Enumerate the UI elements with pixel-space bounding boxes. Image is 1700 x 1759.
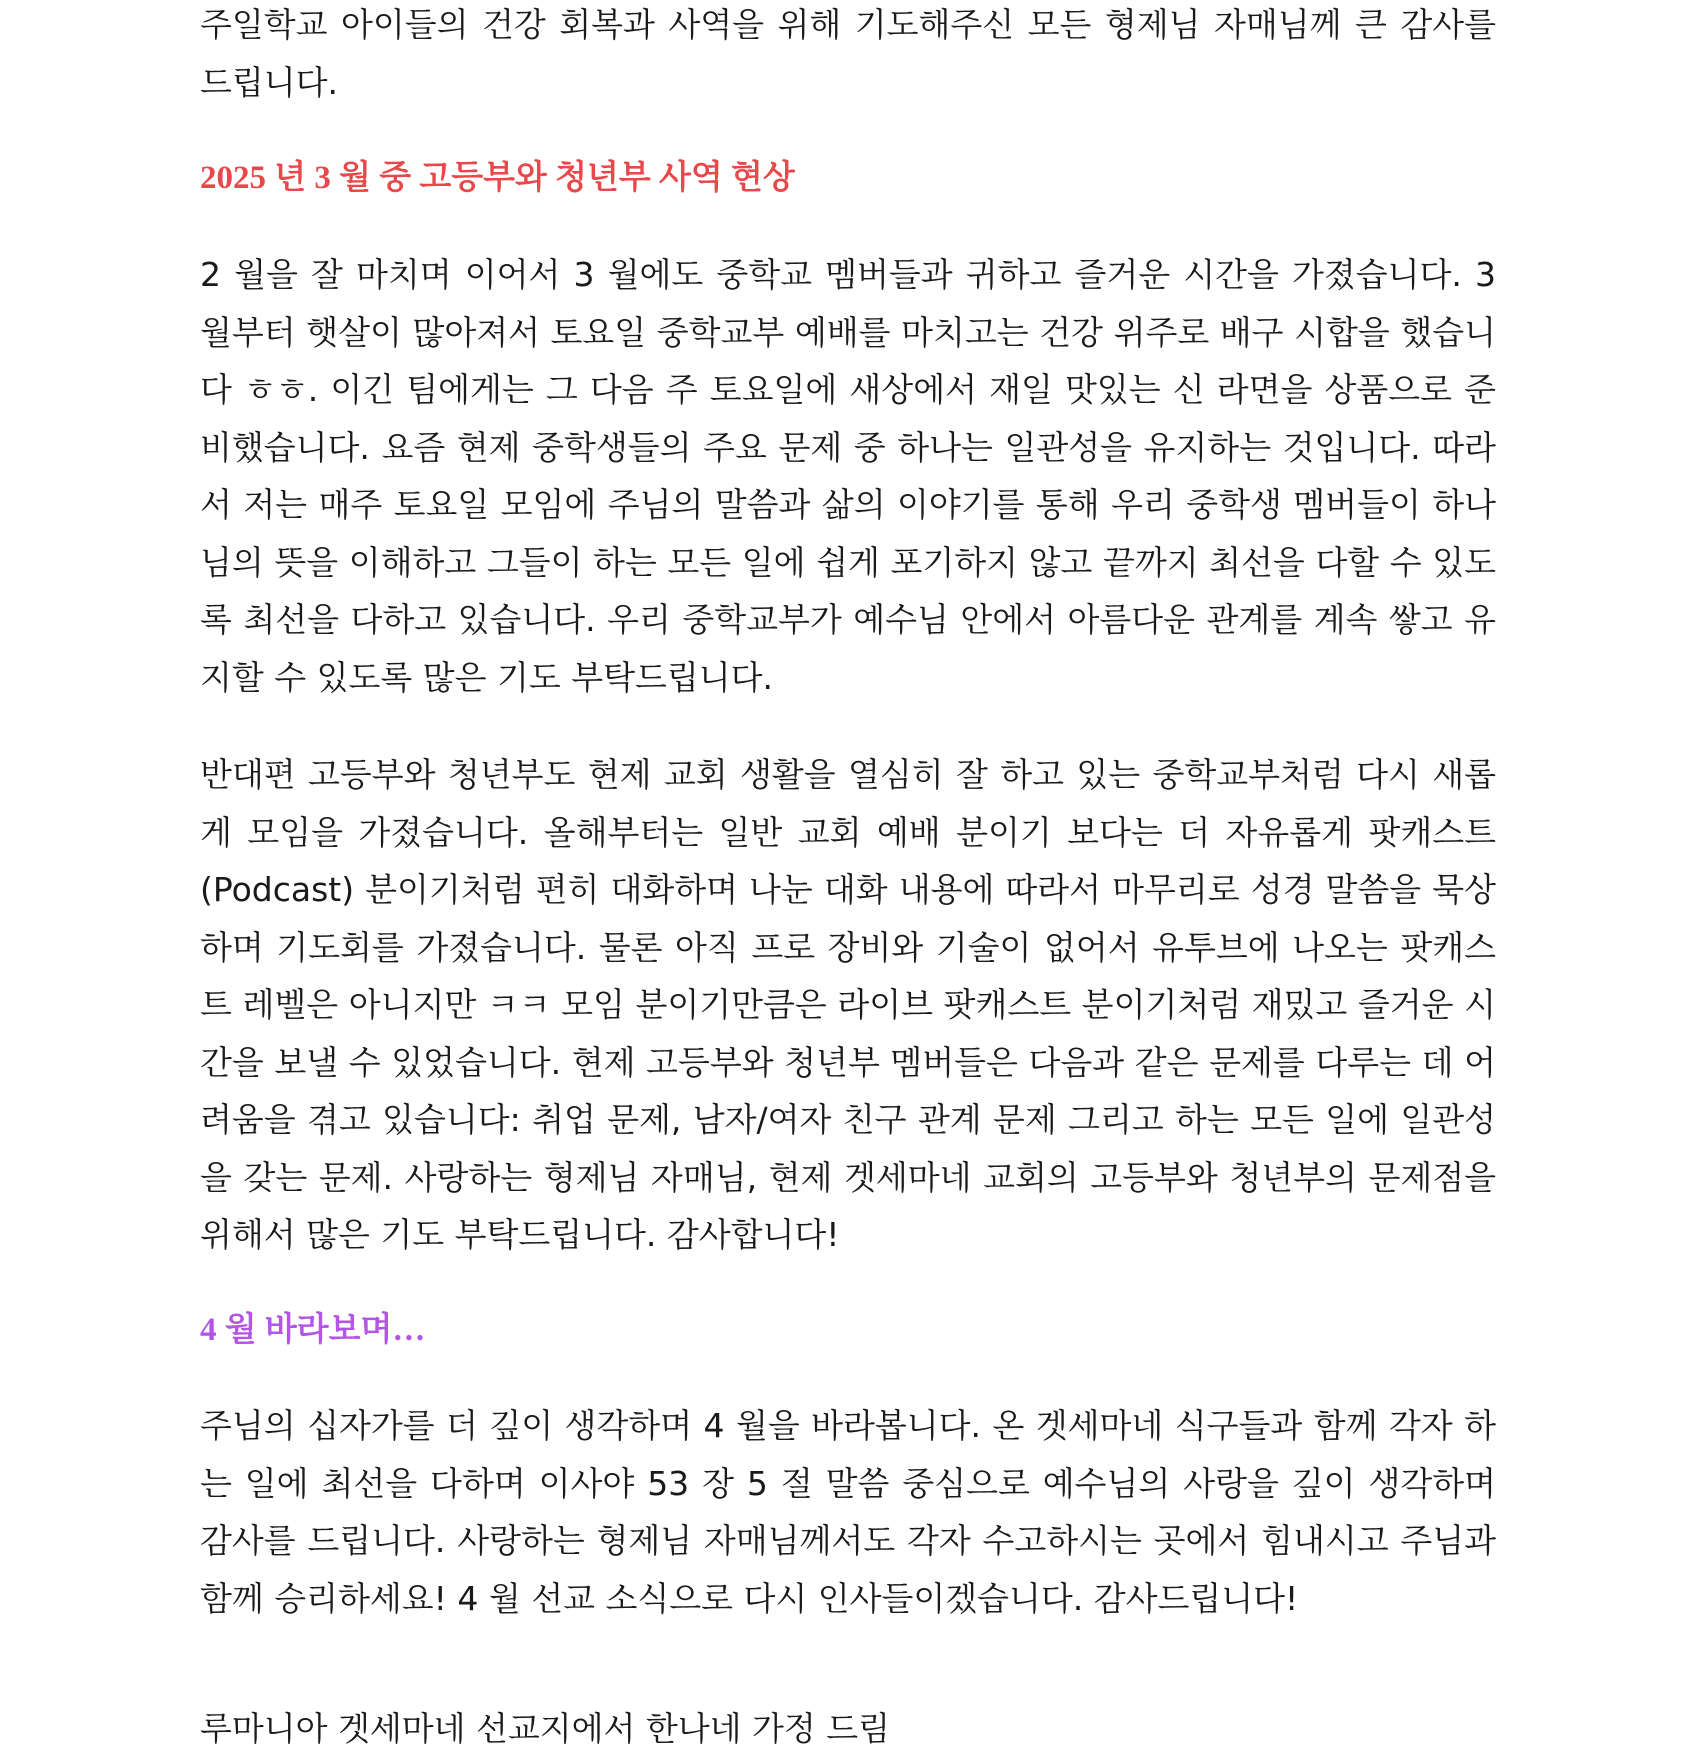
april-section-heading: 4 월 바라보며… xyxy=(200,1312,426,1348)
middle-school-paragraph: 2 월을 잘 마치며 이어서 3 월에도 중학교 멤버들과 귀하고 즐거운 시간을 가졌습니다. 3 월부터 햇살이 많아져서 토요일 중학교부 예배를 마치고는 건강 위주로 배구 시합을 했습니다 ㅎㅎ. 이긴 팀에게는 그 다음 주 토요일에 새상에서 재일 맛있는 신 라면을 상품으로 준비했습니다. 요즘 현제 중학생들의 주요 문제 중 하나는 일관성을 유지하는 것입니다. 따라서 저는 매주 토요일 모임에 주님의 말씀과 삶의 이야기를 통해 우리 중학생 멤버들이 하나님의 뜻을 이해하고 그들이 하는 모든 일에 쉽게 포기하지 않고 끝까지 최선을 다할 수 있도록 최선을 다하고 있습니다. 우리 중학교부가 예수님 안에서 아름다운 관계를 계속 쌓고 유지할 수 있도록 많은 기도 부탁드립니다. xyxy=(200,255,1496,697)
signature: 루마니아 겟세마네 선교지에서 한나네 가정 드림 xyxy=(200,1709,891,1748)
march-section-heading: 2025 년 3 월 중 고등부와 청년부 사역 현상 xyxy=(200,160,795,196)
april-paragraph: 주님의 십자가를 더 깊이 생각하며 4 월을 바라봅니다. 온 겟세마네 식구들과 함께 각자 하는 일에 최선을 다하며 이사야 53 장 5 절 말씀 중심으로 예수님의 사랑을 깊이 생각하며 감사를 드립니다. 사랑하는 형제님 자매님께서도 각자 수고하시는 곳에서 힘내시고 주님과 함께 승리하세요! 4 월 선교 소식으로 다시 인사들이겠습니다. 감사드립니다! xyxy=(200,1406,1496,1618)
high-school-youth-paragraph: 반대편 고등부와 청년부도 현제 교회 생활을 열심히 잘 하고 있는 중학교부처럼 다시 새롭게 모임을 가졌습니다. 올해부터는 일반 교회 예배 분이기 보다는 더 자유롭게 팟캐스트(Podcast) 분이기처럼 편히 대화하며 나눈 대화 내용에 따라서 마무리로 성경 말씀을 묵상하며 기도회를 가졌습니다. 물론 아직 프로 장비와 기술이 없어서 유투브에 나오는 팟캐스트 레벨은 아니지만 ㅋㅋ 모임 분이기만큼은 라이브 팟캐스트 분이기처럼 재밌고 즐거운 시간을 보낼 수 있었습니다. 현제 고등부와 청년부 멤버들은 다음과 같은 문제를 다루는 데 어려움을 겪고 있습니다: 취업 문제, 남자/여자 친구 관계 문제 그리고 하는 모든 일에 일관성을 갖는 문제. 사랑하는 형제님 자매님, 현제 겟세마네 교회의 고등부와 청년부의 문제점을 위해서 많은 기도 부탁드립니다. 감사합니다! xyxy=(200,755,1496,1254)
intro-paragraph: 주일학교 아이들의 건강 회복과 사역을 위해 기도해주신 모든 형제님 자매님께 큰 감사를 드립니다. xyxy=(200,5,1496,102)
